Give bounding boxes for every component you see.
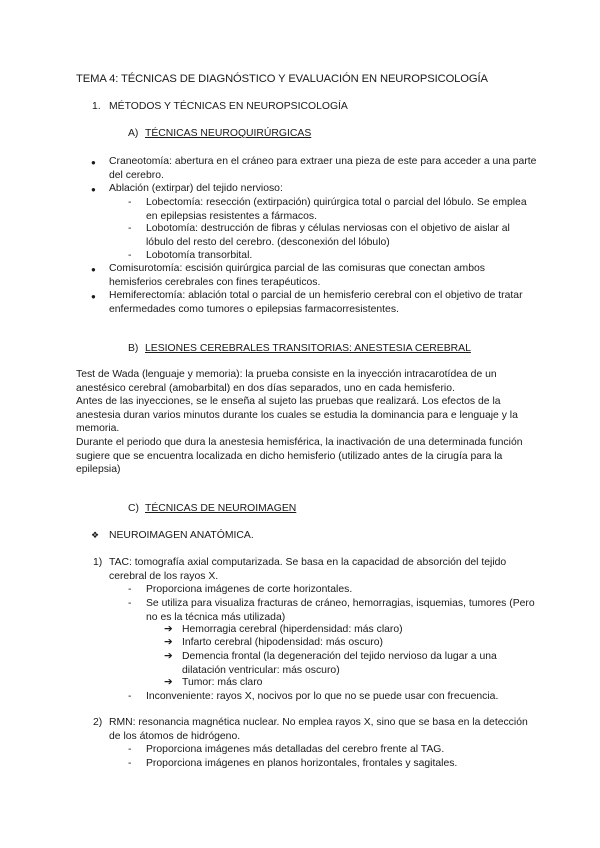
dash-icon: - bbox=[128, 691, 132, 702]
list-item: Lobectomía: resección (extirpación) quirúrgica total o parcial del lóbulo. Se emplea en epilepsias resistentes a fármacos. bbox=[146, 197, 527, 222]
rmn-item: RMN: resonancia magnética nuclear. No emplea rayos X, sino que se basa en la detección de los átomos de hidrógeno. bbox=[109, 717, 528, 742]
list-item: Hemorragia cerebral (hiperdensidad: más claro) bbox=[182, 624, 403, 635]
tac-item: TAC: tomografía axial computarizada. Se basa en la capacidad de absorción del tejido cerebral de los rayos X. bbox=[109, 557, 507, 582]
subsection-label: TÉCNICAS NEUROQUIRÚRGICAS bbox=[145, 128, 312, 139]
arrow-icon: ➔ bbox=[164, 651, 173, 662]
subsection-heading-c bbox=[128, 502, 296, 516]
subsection-heading-a bbox=[128, 127, 311, 141]
list-item: Proporciona imágenes en planos horizontales, frontales y sagitales. bbox=[146, 758, 458, 769]
dash-icon: - bbox=[128, 584, 132, 595]
list-item: Hemiferectomía: ablación total o parcial de un hemisferio cerebral con el objetivo de tratar enfermedades como tumores o epilepsias farmacorresistentes. bbox=[109, 290, 523, 315]
bullet-icon: ● bbox=[91, 292, 96, 301]
list-item: Lobotomía transorbital. bbox=[146, 250, 253, 261]
dash-icon: - bbox=[128, 758, 132, 769]
section-label: MÉTODOS Y TÉCNICAS EN NEUROPSICOLOGÍA bbox=[109, 101, 348, 112]
list-item: Inconveniente: rayos X, nocivos por lo que no se puede usar con frecuencia. bbox=[146, 691, 499, 702]
section-number: 1. bbox=[92, 101, 101, 112]
dash-icon: - bbox=[128, 744, 132, 755]
dash-icon: - bbox=[128, 197, 132, 208]
list-item: Comisurotomía: escisión quirúrgica parcial de las comisuras que conectan ambos hemisferios cerebrales con fines terapéuticos. bbox=[109, 263, 485, 288]
section-heading bbox=[92, 100, 348, 114]
bullet-icon: ● bbox=[91, 158, 96, 167]
arrow-icon: ➔ bbox=[164, 677, 173, 688]
document-title: TEMA 4: TÉCNICAS DE DIAGNÓSTICO Y EVALUACIÓN EN NEUROPSICOLOGÍA bbox=[76, 73, 488, 85]
subsection-letter: C) bbox=[128, 503, 139, 514]
dash-icon: - bbox=[128, 250, 132, 261]
list-item: Proporciona imágenes de corte horizontales. bbox=[146, 584, 353, 595]
item-number: 2) bbox=[93, 717, 103, 728]
subsection-letter: B) bbox=[128, 343, 139, 354]
bullet-icon: ● bbox=[91, 185, 96, 194]
list-item: Se utiliza para visualiza fracturas de cráneo, hemorragias, isquemias, tumores (Pero no es la técnica más utilizada) bbox=[146, 598, 535, 623]
dash-icon: - bbox=[128, 223, 132, 234]
subsection-label: LESIONES CEREBRALES TRANSITORIAS: ANESTESIA CEREBRAL bbox=[145, 343, 471, 354]
neuroimagen-anatomica-heading: NEUROIMAGEN ANATÓMICA. bbox=[109, 530, 254, 541]
subsection-letter: A) bbox=[128, 128, 139, 139]
dash-icon: - bbox=[128, 598, 132, 609]
list-item: Craneotomía: abertura en el cráneo para extraer una pieza de este para acceder a una parte del cerebro. bbox=[109, 156, 537, 181]
list-item: Lobotomía: destrucción de fibras y células nerviosas con el objetivo de aislar al lóbulo del resto del cerebro. (desconexión del lóbulo) bbox=[146, 223, 510, 248]
list-item: Tumor: más claro bbox=[182, 677, 263, 688]
list-item: Demencia frontal (la degeneración del tejido nervioso da lugar a una dilatación ventricular: más oscuro) bbox=[182, 651, 497, 676]
subsection-label: TÉCNICAS DE NEUROIMAGEN bbox=[145, 503, 297, 514]
bullet-icon: ● bbox=[91, 265, 96, 274]
list-item: Ablación (extirpar) del tejido nervioso: bbox=[109, 183, 283, 194]
diamond-icon: ❖ bbox=[91, 530, 100, 540]
arrow-icon: ➔ bbox=[164, 637, 173, 648]
list-item: Proporciona imágenes más detalladas del cerebro frente al TAG. bbox=[146, 744, 445, 755]
list-item: Infarto cerebral (hipodensidad: más oscuro) bbox=[182, 637, 383, 648]
wada-paragraph: Test de Wada (lenguaje y memoria): la prueba consiste en la inyección intracarotídea de un anestésico cerebral (amobarbital) en dos días separados, uno en cada hemisferio. Antes de las inyecciones, se le enseña al sujeto las pruebas que realizará. Los efectos de la anestesia duran varios minutos durante los cuales se estudia la dominancia para e lenguaje y la memoria. Durante el periodo que dura la anestesia hemisférica, la inactivación de una determinada función sugiere que se encuentra localizada en dicho hemisferio (utilizado antes de la cirugía para la epilepsia) bbox=[76, 369, 523, 476]
subsection-heading-b bbox=[128, 342, 471, 356]
arrow-icon: ➔ bbox=[164, 624, 173, 635]
item-number: 1) bbox=[93, 557, 103, 568]
